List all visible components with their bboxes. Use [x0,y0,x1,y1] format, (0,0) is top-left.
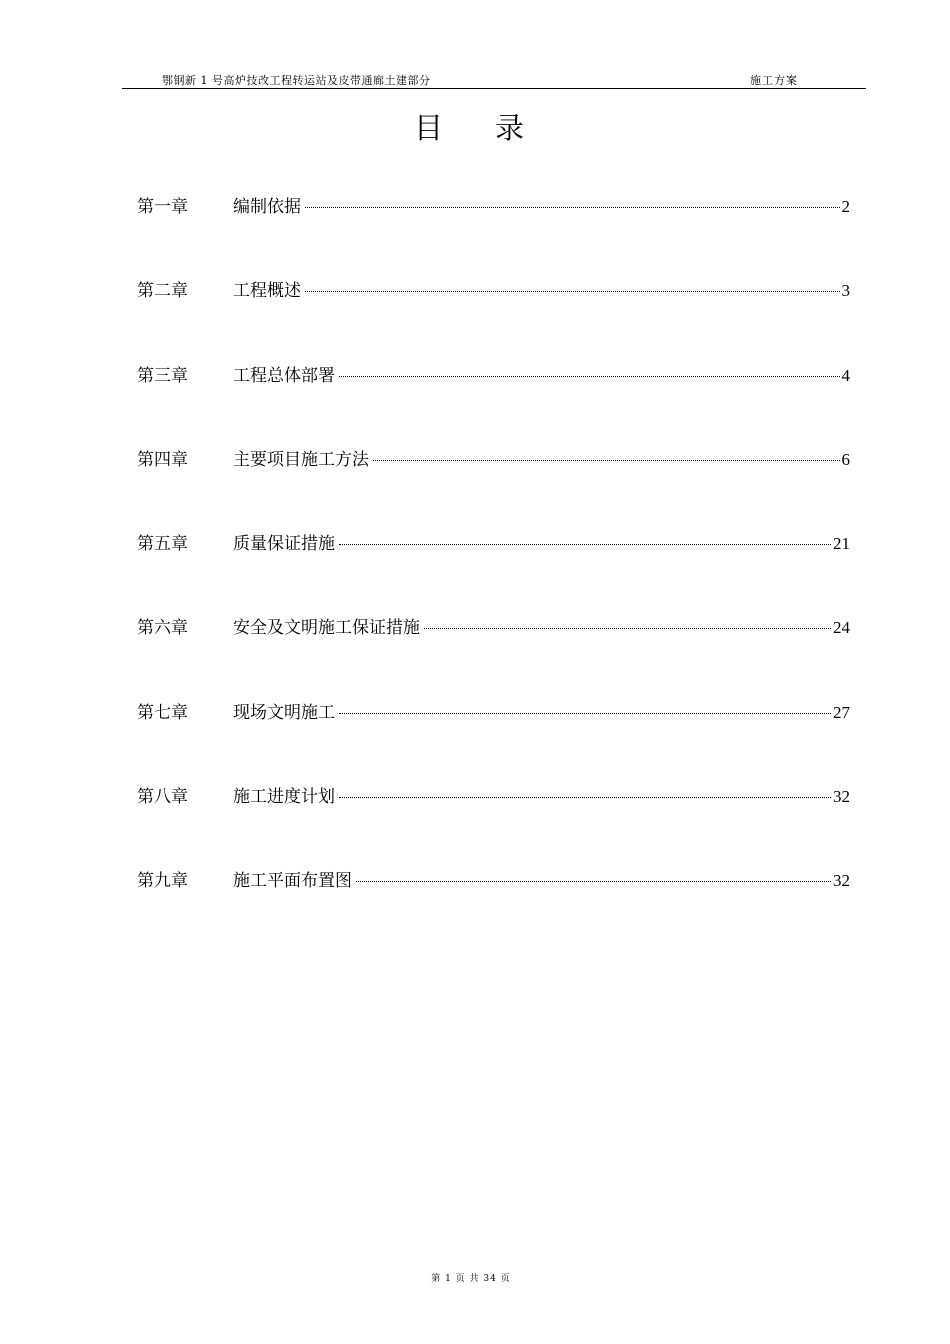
page-header [122,70,866,89]
toc-chapter-label: 第三章 [137,365,188,386]
toc-dot-leader [305,207,840,208]
toc-chapter-label: 第四章 [137,449,188,470]
toc-chapter-name: 编制依据 [233,197,301,217]
page-footer: 第 1 页 共 34 页 [431,1274,511,1284]
toc-chapter-name: 施工进度计划 [233,786,335,807]
toc-dot-leader [305,291,840,292]
toc-chapter-label: 第二章 [137,281,188,302]
toc-dot-leader [339,544,831,545]
toc-dot-leader [339,713,831,714]
toc-dot-leader [424,628,831,629]
toc-chapter-label: 第一章 [137,197,188,217]
toc-dot-leader [356,881,831,882]
toc-chapter-name: 施工平面布置图 [233,871,352,891]
header-document-title: 鄂钢新 1 号高炉技改工程转运站及皮带通廊土建部分 [162,74,431,87]
toc-entry-9[interactable] [137,866,850,950]
toc-page-number: 24 [833,618,850,638]
toc-chapter-label: 第九章 [137,871,188,891]
toc-chapter-name: 现场文明施工 [233,702,335,723]
toc-entry-7[interactable] [137,698,850,782]
toc-entry-5[interactable] [137,529,850,613]
toc-page-number: 27 [833,702,850,722]
toc-title: 目录 [413,111,576,145]
toc-entry-8[interactable] [137,782,850,866]
toc-entry-3[interactable] [137,361,850,445]
toc-dot-leader [339,797,831,798]
toc-entry-4[interactable] [137,445,850,529]
toc-page-number: 4 [841,365,850,385]
toc-chapter-label: 第八章 [137,786,188,807]
toc-dot-leader [373,460,840,461]
toc-chapter-label: 第七章 [137,702,188,723]
toc-dot-leader [339,376,840,377]
toc-chapter-name: 工程概述 [233,281,301,302]
toc-page-number: 32 [833,786,850,806]
toc-chapter-label: 第六章 [137,618,188,639]
toc-page-number: 6 [841,449,850,469]
toc-chapter-label: 第五章 [137,534,188,554]
table-of-contents [137,192,850,950]
toc-chapter-name: 工程总体部署 [233,365,335,386]
toc-chapter-name: 安全及文明施工保证措施 [233,618,420,639]
toc-page-number: 3 [841,281,850,301]
toc-entry-6[interactable] [137,613,850,697]
toc-entry-1[interactable] [137,192,850,276]
toc-page-number: 32 [833,871,850,890]
toc-chapter-name: 质量保证措施 [233,534,335,554]
toc-page-number: 21 [833,534,850,553]
header-section-label: 施工方案 [750,74,798,87]
toc-chapter-name: 主要项目施工方法 [233,449,369,470]
toc-page-number: 2 [841,197,850,216]
toc-entry-2[interactable] [137,276,850,360]
